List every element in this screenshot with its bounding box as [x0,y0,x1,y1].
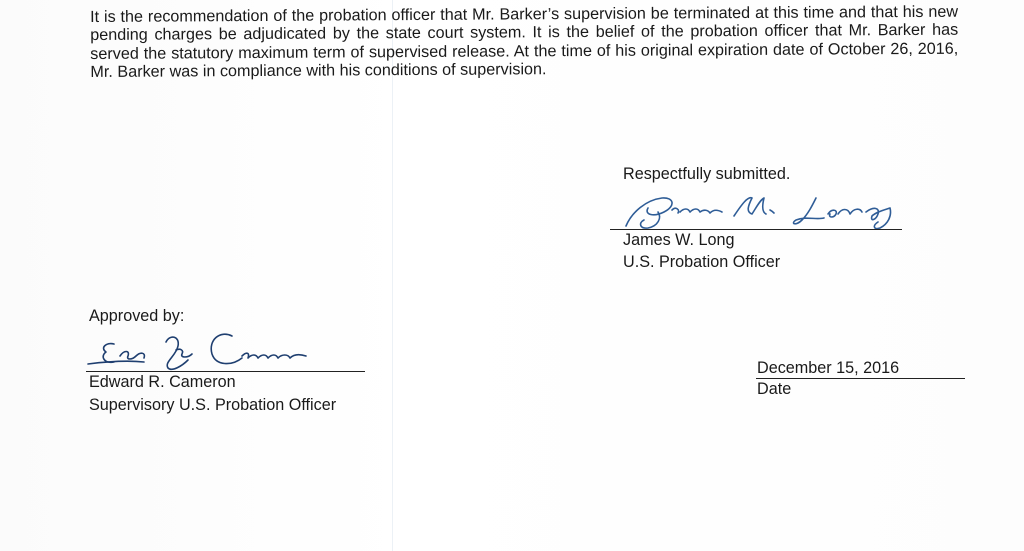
recommendation-paragraph: It is the recommendation of the probation officer that Mr. Barker’s supervision be terminated at this time and that his new pending charges be adjudicated by the state court system. It is the belief of the probation officer that Mr. Barker has served the statutory maximum term of supervised release. At the time of his original expiration date of October 26, 2016, Mr. Barker was in compliance with his conditions of supervision. [90,2,959,82]
page-fold-shadow [392,0,393,551]
approver-name: Edward R. Cameron [89,373,236,391]
approval-label: Approved by: [89,307,185,325]
date-label: Date [757,380,792,398]
edward-cameron-signature [84,326,324,374]
submitter-name: James W. Long [623,231,735,249]
report-date: December 15, 2016 [757,359,900,377]
submitter-title: U.S. Probation Officer [623,253,781,271]
james-long-signature [618,190,903,232]
approver-title: Supervisory U.S. Probation Officer [89,396,337,414]
closing-salutation: Respectfully submitted. [623,165,791,183]
